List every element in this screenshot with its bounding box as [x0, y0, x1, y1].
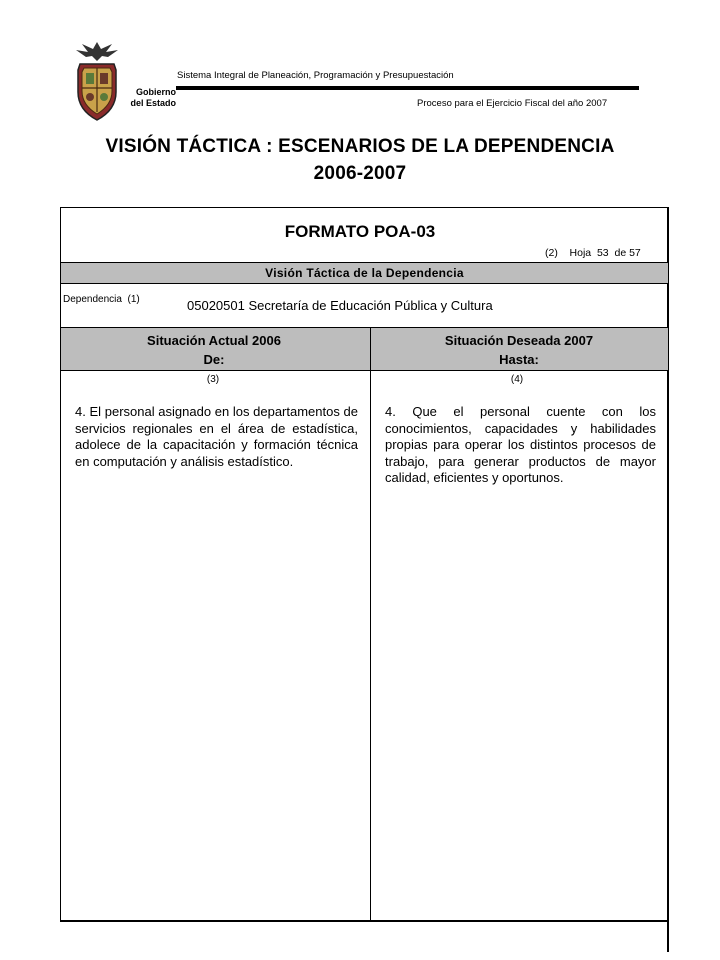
column-divider	[370, 327, 371, 922]
state-coat-of-arms-icon	[72, 40, 122, 122]
sheet-indicator	[545, 247, 641, 259]
desired-situation-ref: (4)	[510, 374, 524, 385]
desired-situation-text: 4. Que el personal cuente con los conocimientos, capacidades y habilidades propias para operar los distintos procesos de trabajo, para generar productos de mayor calidad, eficientes y oportunos.	[385, 404, 656, 485]
current-situation-heading	[64, 331, 364, 369]
desired-situation-heading-title: Situación Deseada 2007	[444, 333, 594, 348]
sheet-total: de 57	[614, 247, 641, 259]
sheet-ref: (2)	[545, 247, 558, 259]
form-name: FORMATO POA-03	[284, 222, 436, 241]
government-label-line1: Gobierno	[136, 87, 176, 97]
process-title: Proceso para el Ejercicio Fiscal del año 2007	[417, 98, 608, 109]
form-frame	[60, 207, 669, 922]
current-situation-heading-title: Situación Actual 2006	[147, 333, 281, 348]
dependency-ref: (1)	[127, 294, 140, 305]
dependency-label-text: Dependencia	[63, 294, 122, 305]
desired-situation-heading	[369, 331, 669, 369]
dependency-value: 05020501 Secretaría de Educación Pública y Cultura	[187, 298, 493, 313]
desired-situation-heading-to: Hasta:	[499, 352, 539, 367]
section-title-band	[61, 262, 668, 284]
sheet-label: Hoja	[569, 247, 592, 259]
header-rule	[176, 86, 639, 90]
dependency-label	[63, 294, 140, 305]
page-title: VISIÓN TÁCTICA : ESCENARIOS DE LA DEPENDENCIA	[105, 136, 615, 157]
current-situation-text: 4. El personal asignado en los departamentos de servicios regionales en el área de estadística, adolece de la capacitación y formación técnica en computación y análisis estadístico.	[75, 404, 358, 469]
government-label	[124, 87, 176, 109]
section-title: Visión Táctica de la Dependencia	[265, 266, 464, 280]
government-label-line2: del Estado	[130, 98, 176, 108]
system-title: Sistema Integral de Planeación, Programación y Presupuestación	[177, 70, 454, 81]
current-situation-heading-from: De:	[203, 352, 225, 367]
frame-edge-mark	[667, 908, 669, 952]
page-title-years: 2006-2007	[313, 163, 407, 184]
sheet-number: 53	[596, 247, 609, 259]
current-situation-ref: (3)	[206, 374, 220, 385]
